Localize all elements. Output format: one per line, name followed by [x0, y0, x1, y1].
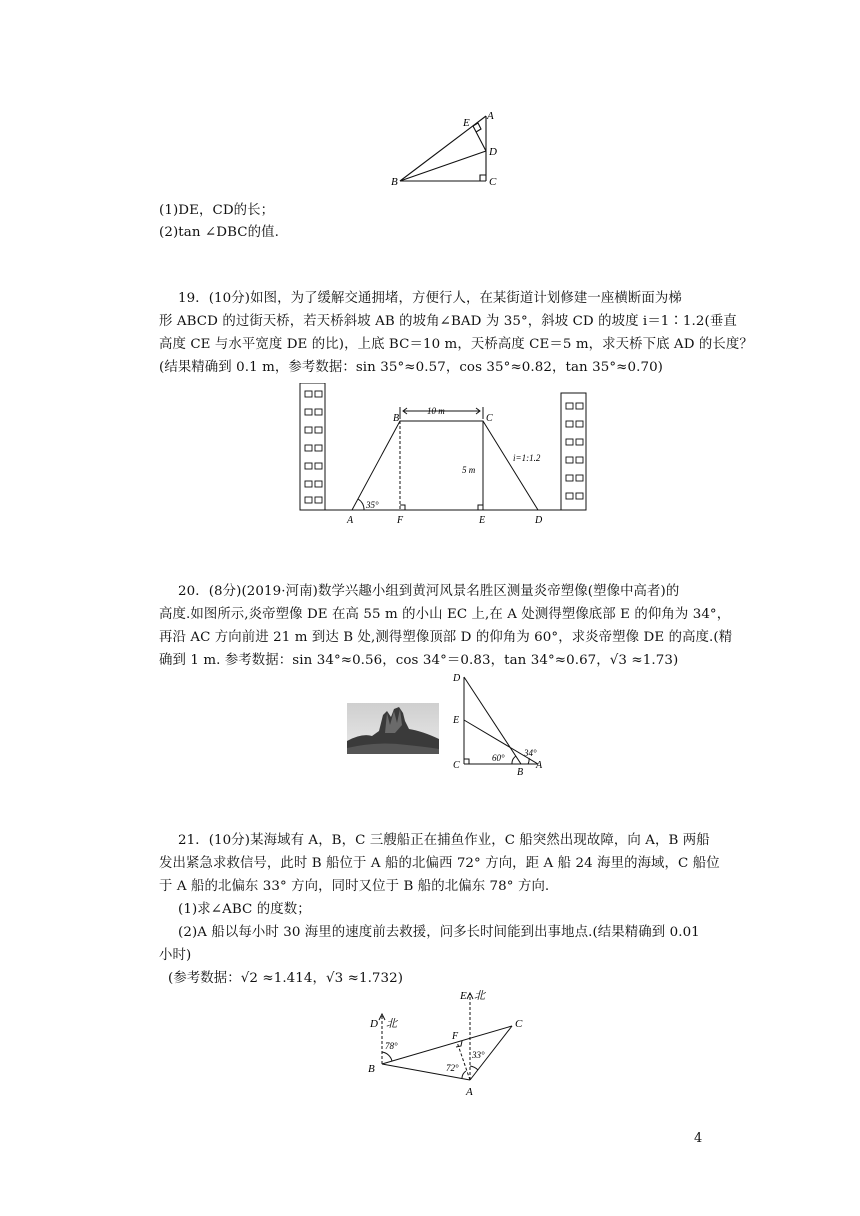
label-c: C — [486, 413, 493, 424]
angle-33-label: 33° — [472, 1050, 485, 1060]
q21-sub1: (1)求∠ABC 的度数； — [178, 902, 311, 917]
q19-line3: 高度 CE 与水平宽度 DE 的比)，上底 BC＝10 m，天桥高度 CE＝5 m，求天桥下底 AD 的长度？ — [159, 337, 753, 352]
angle-72-label: 72° — [446, 1063, 459, 1073]
statue-photo — [347, 703, 439, 754]
q20-line2: 高度.如图所示,炎帝塑像 DE 在高 55 m 的小山 EC 上,在 A 处测得塑像底部 E 的仰角为 34°， — [159, 607, 731, 622]
label-a: A — [536, 760, 543, 771]
q21-bearing-figure — [360, 982, 540, 1100]
q21-reference: (参考数据：√2 ≈1.414，√3 ≈1.732) — [168, 971, 404, 986]
label-e: E — [463, 117, 470, 129]
label-a: A — [466, 1086, 473, 1098]
label-d: D — [453, 673, 461, 684]
height-label: 5 m — [462, 465, 476, 475]
label-c: C — [489, 176, 497, 188]
label-c: C — [453, 760, 460, 771]
label-a: A — [347, 515, 354, 526]
q21-line3: 于 A 船的北偏东 33° 方向，同时又位于 B 船的北偏东 78° 方向. — [159, 879, 550, 894]
label-d: D — [535, 515, 543, 526]
label-d: D — [370, 1018, 378, 1030]
q18-triangle-figure — [390, 108, 510, 190]
q18-sub1: (1)DE，CD的长； — [159, 203, 275, 218]
q21-line2: 发出紧急求救信号，此时 B 船位于 A 船的北偏西 72° 方向，距 A 船 24 海里的海域，C 船位 — [159, 856, 720, 871]
angle-78-label: 78° — [385, 1041, 398, 1051]
label-b: B — [517, 767, 524, 777]
label-d: D — [489, 146, 497, 158]
label-e: E — [453, 715, 460, 726]
angle-34-label: 34° — [524, 748, 537, 758]
angle-60-label: 60° — [492, 753, 505, 763]
label-f: F — [452, 1031, 459, 1042]
north-label-e: 北 — [474, 990, 485, 1002]
q19-line2: 形 ABCD 的过街天桥，若天桥斜坡 AB 的坡角∠BAD 为 35°，斜坡 CD 的坡度 i＝1∶1.2(垂直 — [159, 314, 737, 329]
q20-line4: 确到 1 m. 参考数据：sin 34°≈0.56，cos 34°＝0.83，tan 34°≈0.67，√3 ≈1.73) — [159, 653, 679, 668]
q18-sub2: (2)tan ∠DBC的值. — [159, 225, 279, 240]
label-b: B — [368, 1063, 375, 1075]
label-c: C — [515, 1018, 523, 1030]
label-b: B — [391, 176, 398, 188]
label-e: E — [479, 515, 486, 526]
q21-sub2: (2)A 船以每小时 30 海里的速度前去救援，问多长时间能到出事地点.(结果精确到 0.01 — [178, 925, 700, 940]
q21-sub2-cont: 小时) — [159, 948, 192, 963]
label-f: F — [397, 515, 404, 526]
angle-35-label: 35° — [366, 500, 379, 510]
q20-line1: 20．(8分)(2019·河南)数学兴趣小组到黄河风景名胜区测量炎帝塑像(塑像中高者)的 — [178, 584, 680, 599]
q19-bridge-figure — [295, 383, 595, 527]
north-label-d: 北 — [386, 1018, 397, 1030]
page-number: 4 — [694, 1131, 703, 1146]
q21-line1: 21．(10分)某海域有 A，B，C 三艘船正在捕鱼作业，C 船突然出现故障，向 A，B 两船 — [178, 833, 710, 848]
q19-line1: 19．(10分)如图，为了缓解交通拥堵，方便行人，在某街道计划修建一座横断面为梯 — [178, 291, 682, 306]
q19-line4: (结果精确到 0.1 m，参考数据：sin 35°≈0.57，cos 35°≈0.82，tan 35°≈0.70) — [159, 360, 664, 375]
slope-label: i=1:1.2 — [513, 453, 541, 463]
top-length-label: 10 m — [427, 406, 445, 416]
label-e: E — [460, 990, 467, 1002]
q20-elevation-figure — [450, 672, 550, 777]
q20-line3: 再沿 AC 方向前进 21 m 到达 B 处,测得塑像顶部 D 的仰角为 60°，求炎帝塑像 DE 的高度.(精 — [159, 630, 733, 645]
label-a: A — [487, 110, 494, 122]
label-b: B — [393, 413, 400, 424]
